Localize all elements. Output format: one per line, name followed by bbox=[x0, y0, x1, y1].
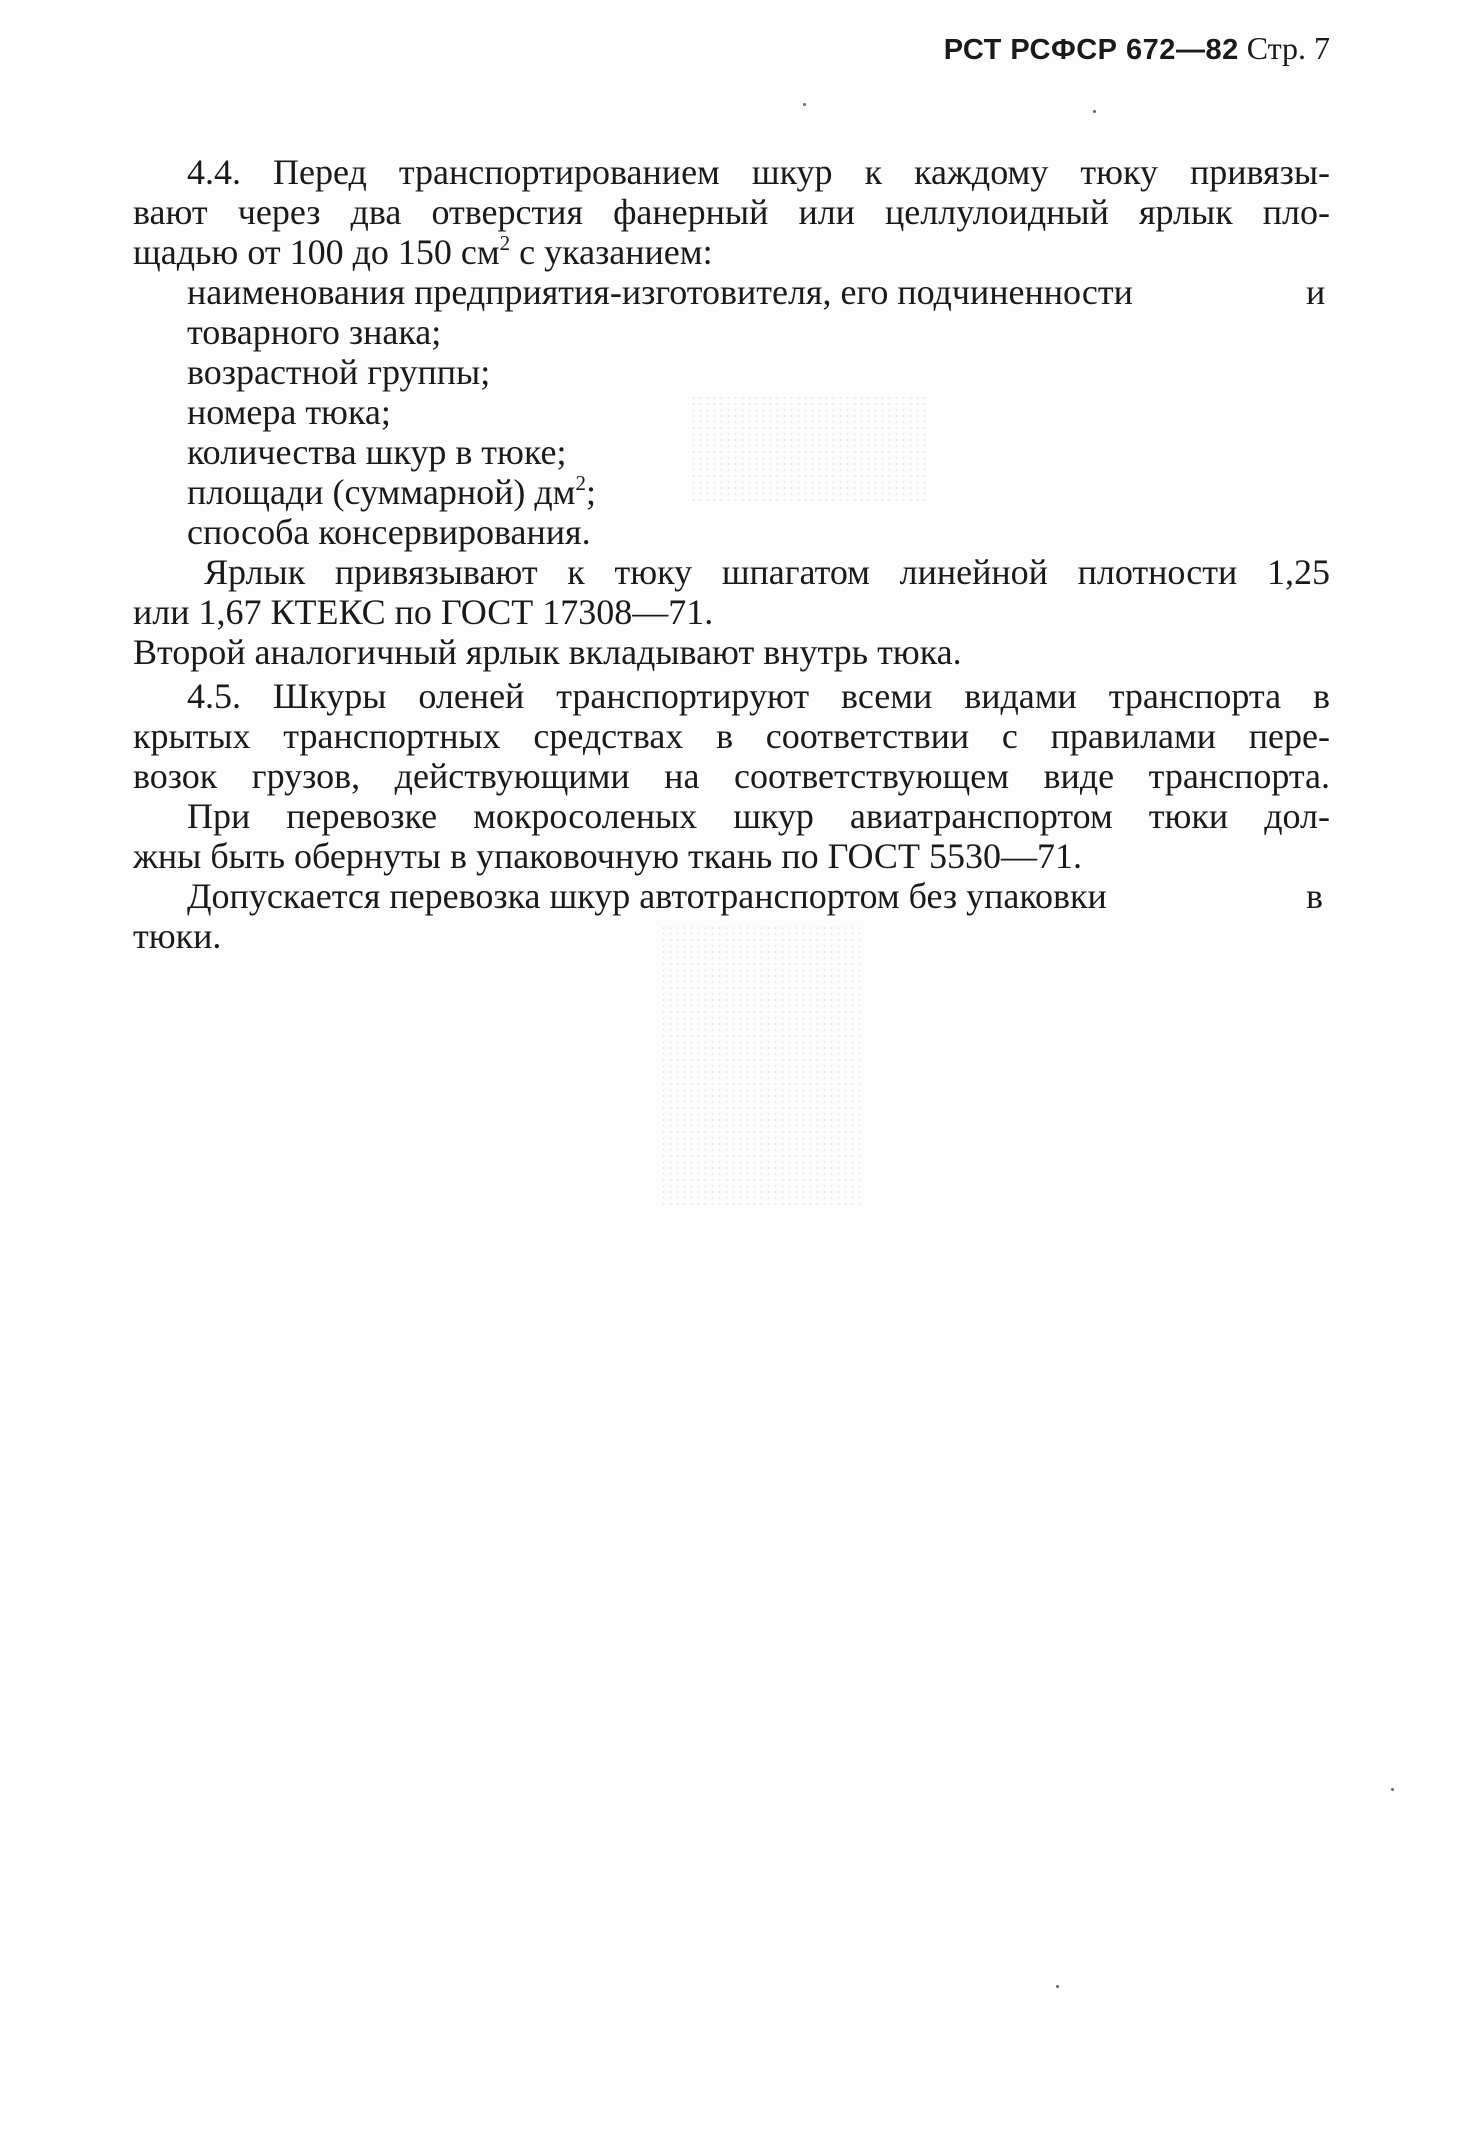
section-4-4-line-3-start: щадью от 100 до 150 см bbox=[133, 232, 500, 272]
standard-code: РСТ РСФСР 672—82 bbox=[943, 34, 1239, 66]
list-item-manufacturer-end: и bbox=[1306, 272, 1326, 312]
list-item-manufacturer: наименования предприятия-изготовителя, его подчиненности bbox=[187, 272, 1133, 312]
section-4-5-para-3-line-1-end: в bbox=[1306, 876, 1323, 916]
list-item-bale-number: номера тюка; bbox=[187, 392, 391, 432]
scan-speck bbox=[1093, 110, 1096, 113]
page-header bbox=[880, 30, 1330, 67]
section-4-5-para-2-line-2: жны быть обернуты в упаковочную ткань по ГОСТ 5530—71. bbox=[133, 836, 1082, 876]
list-item-age-group: возрастной группы; bbox=[187, 352, 491, 392]
section-4-4-line-3-end: с указанием: bbox=[510, 232, 713, 272]
list-item-preservation: способа консервирования. bbox=[187, 512, 591, 552]
section-4-4-line-1: 4.4. Перед транспортированием шкур к каждому тюку привязы- bbox=[187, 152, 1330, 192]
list-item-skin-count: количества шкур в тюке; bbox=[187, 432, 567, 472]
list-item-manufacturer-cont: товарного знака; bbox=[187, 312, 442, 352]
section-4-5-line-3: возок грузов, действующими на соответствующем виде транспорта. bbox=[133, 756, 1330, 796]
section-4-5-para-3-line-1: Допускается перевозка шкур автотранспортом без упаковки bbox=[187, 876, 1107, 916]
section-4-5-para-3-line-2: тюки. bbox=[133, 916, 222, 956]
section-4-4-line-2: вают через два отверстия фанерный или целлулоидный ярлык пло- bbox=[133, 192, 1330, 232]
label-line-1: Ярлык привязывают к тюку шпагатом линейной плотности 1,25 bbox=[204, 552, 1330, 592]
page-number: Стр. 7 bbox=[1246, 30, 1330, 66]
label-line-3: Второй аналогичный ярлык вкладывают внутрь тюка. bbox=[133, 632, 962, 672]
scan-speck bbox=[1056, 1985, 1059, 1988]
section-4-4-line-3 bbox=[133, 232, 713, 272]
list-item-area bbox=[187, 472, 596, 512]
scan-noise bbox=[660, 925, 860, 1205]
label-line-2: или 1,67 КТЕКС по ГОСТ 17308—71. bbox=[133, 592, 714, 632]
scan-noise bbox=[690, 395, 930, 505]
list-item-area-end: ; bbox=[585, 472, 596, 512]
section-4-5-line-2: крытых транспортных средствах в соответствии с правилами пере- bbox=[133, 716, 1330, 756]
squared-superscript: 2 bbox=[499, 231, 511, 255]
scan-speck bbox=[1391, 1788, 1394, 1791]
section-4-5-para-2-line-1: При перевозке мокросоленых шкур авиатранспортом тюки дол- bbox=[187, 796, 1330, 836]
scan-speck bbox=[803, 103, 806, 106]
squared-superscript: 2 bbox=[575, 471, 586, 495]
section-4-5-line-1: 4.5. Шкуры оленей транспортируют всеми видами транспорта в bbox=[187, 676, 1330, 716]
list-item-area-start: площади (суммарной) дм bbox=[187, 472, 576, 512]
